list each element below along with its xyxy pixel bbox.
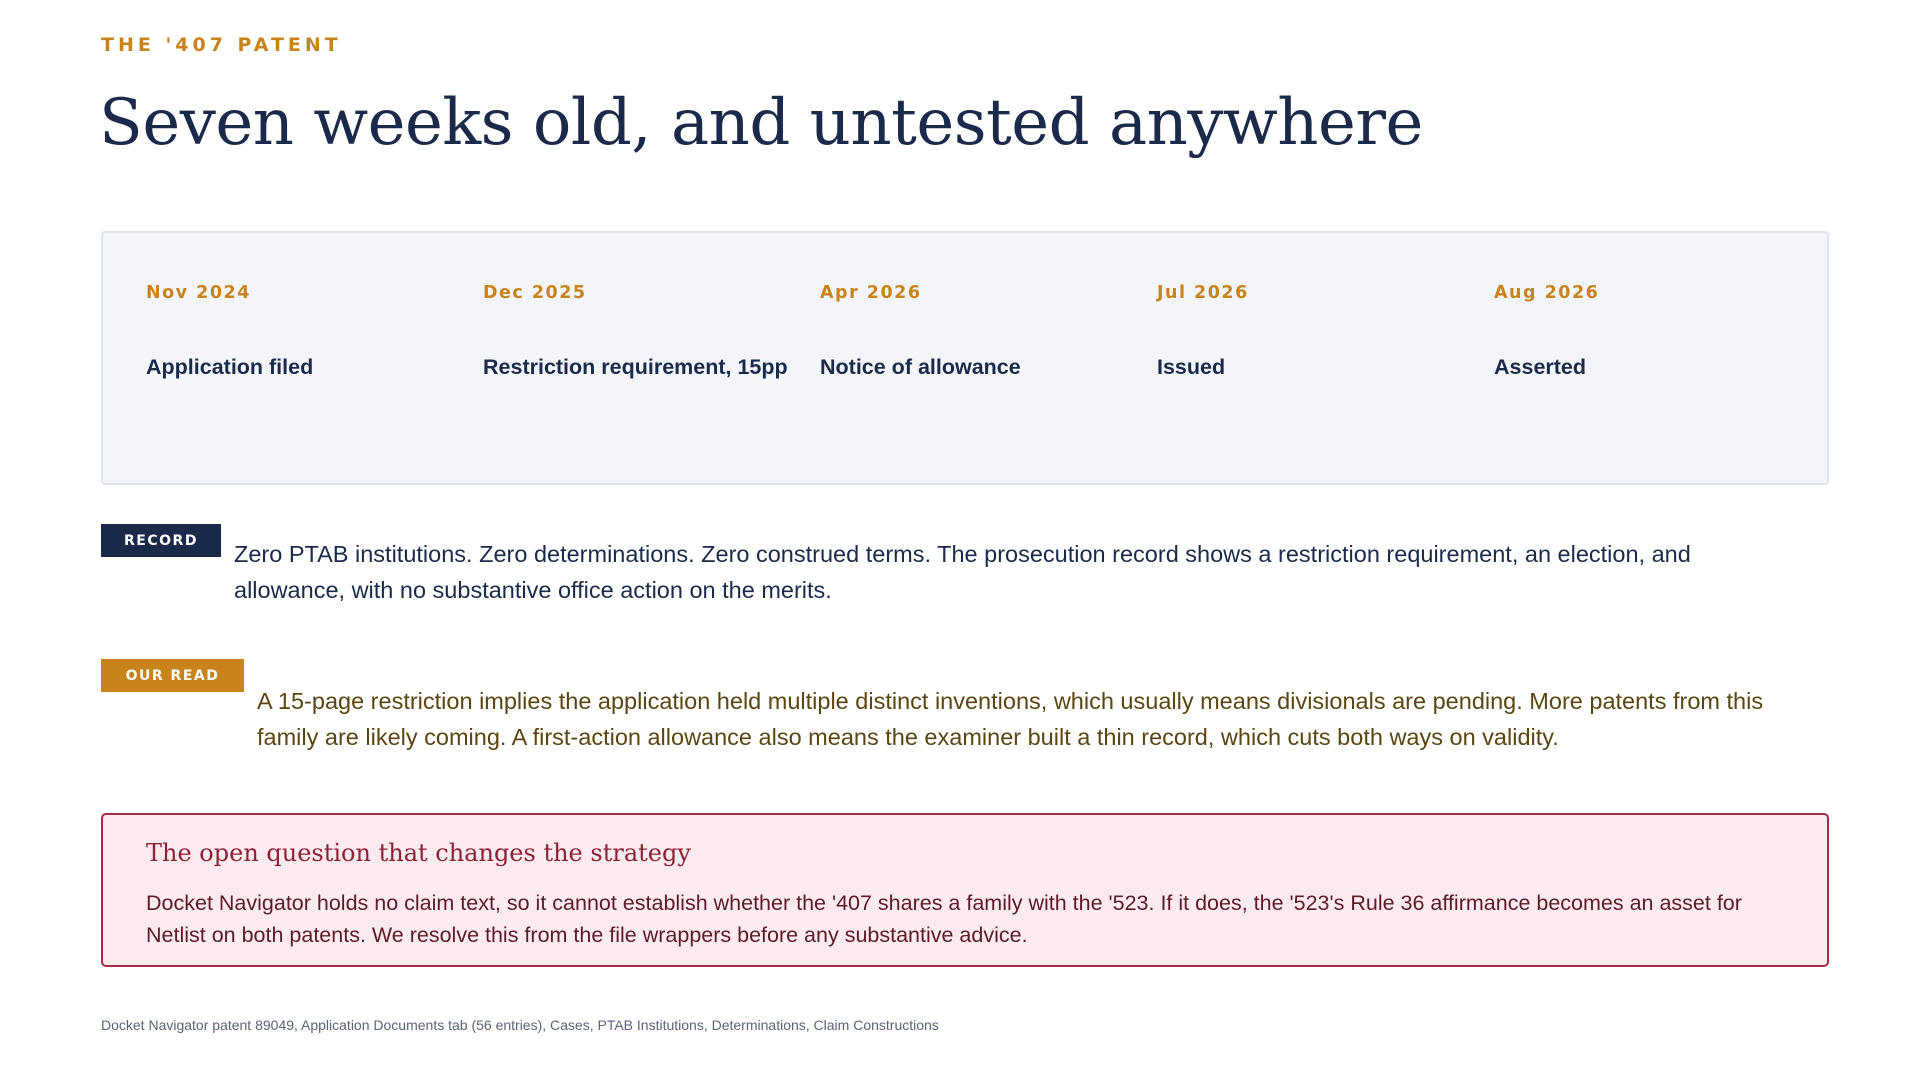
milestone-date: Aug 2026 [1494,283,1600,303]
record-paragraph: Zero PTAB institutions. Zero determinations. Zero construed terms. The prosecution record shows a restriction requirement, an election, and allowance, with no substantive office action on the merits. [234,541,1691,603]
our-read-paragraph: A 15-page restriction implies the application held multiple distinct inventions, which usually means divisionals are pending. More patents from this family are likely coming. A first-action allowance also means the examiner built a thin record, which cuts both ways on validity. [257,688,1764,750]
milestone-date: Dec 2025 [483,283,587,303]
record-tag: RECORD [101,524,221,557]
callout-title: The open question that changes the strategy [146,839,691,867]
page-title: Seven weeks old, and untested anywhere [99,86,1423,160]
milestone-event: Application filed [146,355,314,379]
open-question-callout [101,813,1829,967]
milestone-event: Restriction requirement, 15pp [483,355,788,379]
callout-body: Docket Navigator holds no claim text, so it cannot establish whether the '407 shares a family with the '523. If it does, the '523's Rule 36 affirmance becomes an asset for Netlist on both patents. We resolve this from the file wrappers before any substantive advice. [146,891,1742,947]
milestone-event: Asserted [1494,355,1587,379]
timeline-card [101,231,1829,485]
milestone-event: Issued [1157,355,1226,379]
milestone-date: Apr 2026 [820,283,922,303]
milestone-date: Nov 2024 [146,283,251,303]
milestone-date: Jul 2026 [1157,283,1249,303]
source-note: Docket Navigator patent 89049, Application Documents tab (56 entries), Cases, PTAB Institutions, Determinations, Claim Constructions [101,1017,939,1033]
our-read-tag: OUR READ [101,659,244,692]
kicker-label: THE '407 PATENT [101,34,342,56]
milestone-event: Notice of allowance [820,355,1021,379]
